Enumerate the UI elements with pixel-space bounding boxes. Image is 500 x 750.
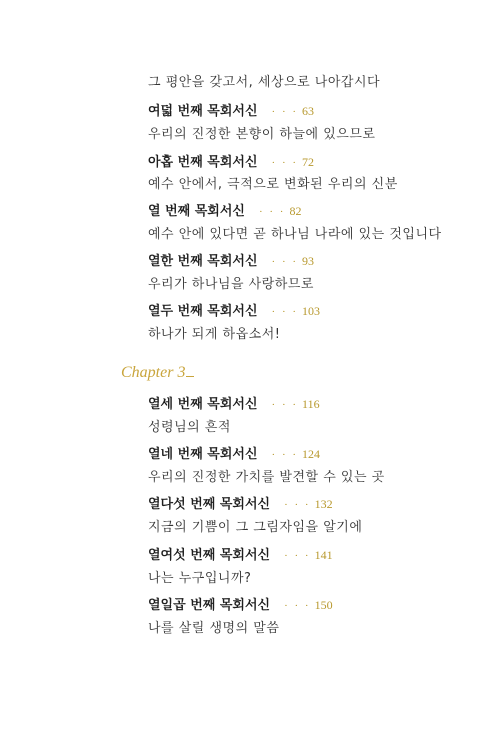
- entry-subtitle: 우리의 진정한 가치를 발견할 수 있는 곳: [148, 470, 385, 485]
- leader-dots: · · ·: [271, 306, 299, 318]
- page-number: 124: [302, 447, 321, 461]
- leader-dots: · · ·: [271, 256, 299, 268]
- entry-subtitle: 나를 살릴 생명의 말씀: [148, 621, 280, 636]
- toc-entry[interactable]: [148, 250, 314, 269]
- entry-title: 열다섯 번째 목회서신: [148, 497, 271, 512]
- entry-title: 여덟 번째 목회서신: [148, 104, 258, 119]
- toc-entry[interactable]: [148, 200, 301, 219]
- leader-dots: · · ·: [271, 106, 299, 118]
- page-number: 103: [302, 304, 321, 318]
- chapter-label: Chapter 3: [121, 364, 186, 381]
- entry-title: 열두 번째 목회서신: [148, 304, 258, 319]
- chapter-heading: [121, 364, 194, 382]
- entry-title: 아홉 번째 목회서신: [148, 155, 258, 170]
- entry-title: 열 번째 목회서신: [148, 204, 245, 219]
- page-number: 72: [302, 155, 315, 169]
- page-number: 150: [314, 598, 333, 612]
- page-number: 93: [302, 254, 315, 268]
- toc-entry[interactable]: [148, 151, 314, 170]
- toc-entry[interactable]: [148, 594, 333, 613]
- entry-title: 열일곱 번째 목회서신: [148, 598, 271, 613]
- entry-subtitle: 성령님의 흔적: [148, 420, 231, 435]
- leader-dots: · · ·: [284, 499, 311, 511]
- page-number: 82: [289, 204, 302, 218]
- page-number: 116: [302, 397, 320, 411]
- page-number: 141: [314, 548, 333, 562]
- entry-subtitle: 예수 안에서, 극적으로 변화된 우리의 신분: [148, 177, 398, 192]
- entry-subtitle: 지금의 기쁨이 그 그림자임을 알기에: [148, 520, 363, 535]
- toc-entry[interactable]: [148, 544, 333, 563]
- toc-entry[interactable]: [148, 100, 314, 119]
- entry-subtitle: 나는 누구입니까?: [148, 571, 252, 586]
- entry-title: 열세 번째 목회서신: [148, 397, 258, 412]
- page-number: 63: [302, 104, 315, 118]
- leader-dots: · · ·: [271, 399, 299, 411]
- entry-subtitle: 예수 안에 있다면 곧 하나님 나라에 있는 것입니다: [148, 227, 442, 242]
- entry-title: 열한 번째 목회서신: [148, 254, 258, 269]
- leader-dots: · · ·: [284, 600, 311, 612]
- chapter-underline: [186, 376, 194, 377]
- entry-subtitle: 우리의 진정한 본향이 하늘에 있으므로: [148, 127, 376, 142]
- leader-dots: · · ·: [271, 449, 299, 461]
- leader-dots: · · ·: [284, 550, 311, 562]
- toc-entry[interactable]: [148, 393, 320, 412]
- leader-dots: · · ·: [271, 157, 299, 169]
- entry-subtitle: 우리가 하나님을 사랑하므로: [148, 277, 314, 292]
- toc-entry[interactable]: [148, 300, 320, 319]
- page-number: 132: [314, 497, 333, 511]
- toc-entry[interactable]: [148, 443, 320, 462]
- entry-title: 열여섯 번째 목회서신: [148, 548, 271, 563]
- toc-entry[interactable]: [148, 493, 333, 512]
- entry-title: 열네 번째 목회서신: [148, 447, 258, 462]
- intro-subtitle: 그 평안을 갖고서, 세상으로 나아갑시다: [148, 75, 381, 90]
- entry-subtitle: 하나가 되게 하옵소서!: [148, 327, 281, 342]
- leader-dots: · · ·: [258, 206, 286, 218]
